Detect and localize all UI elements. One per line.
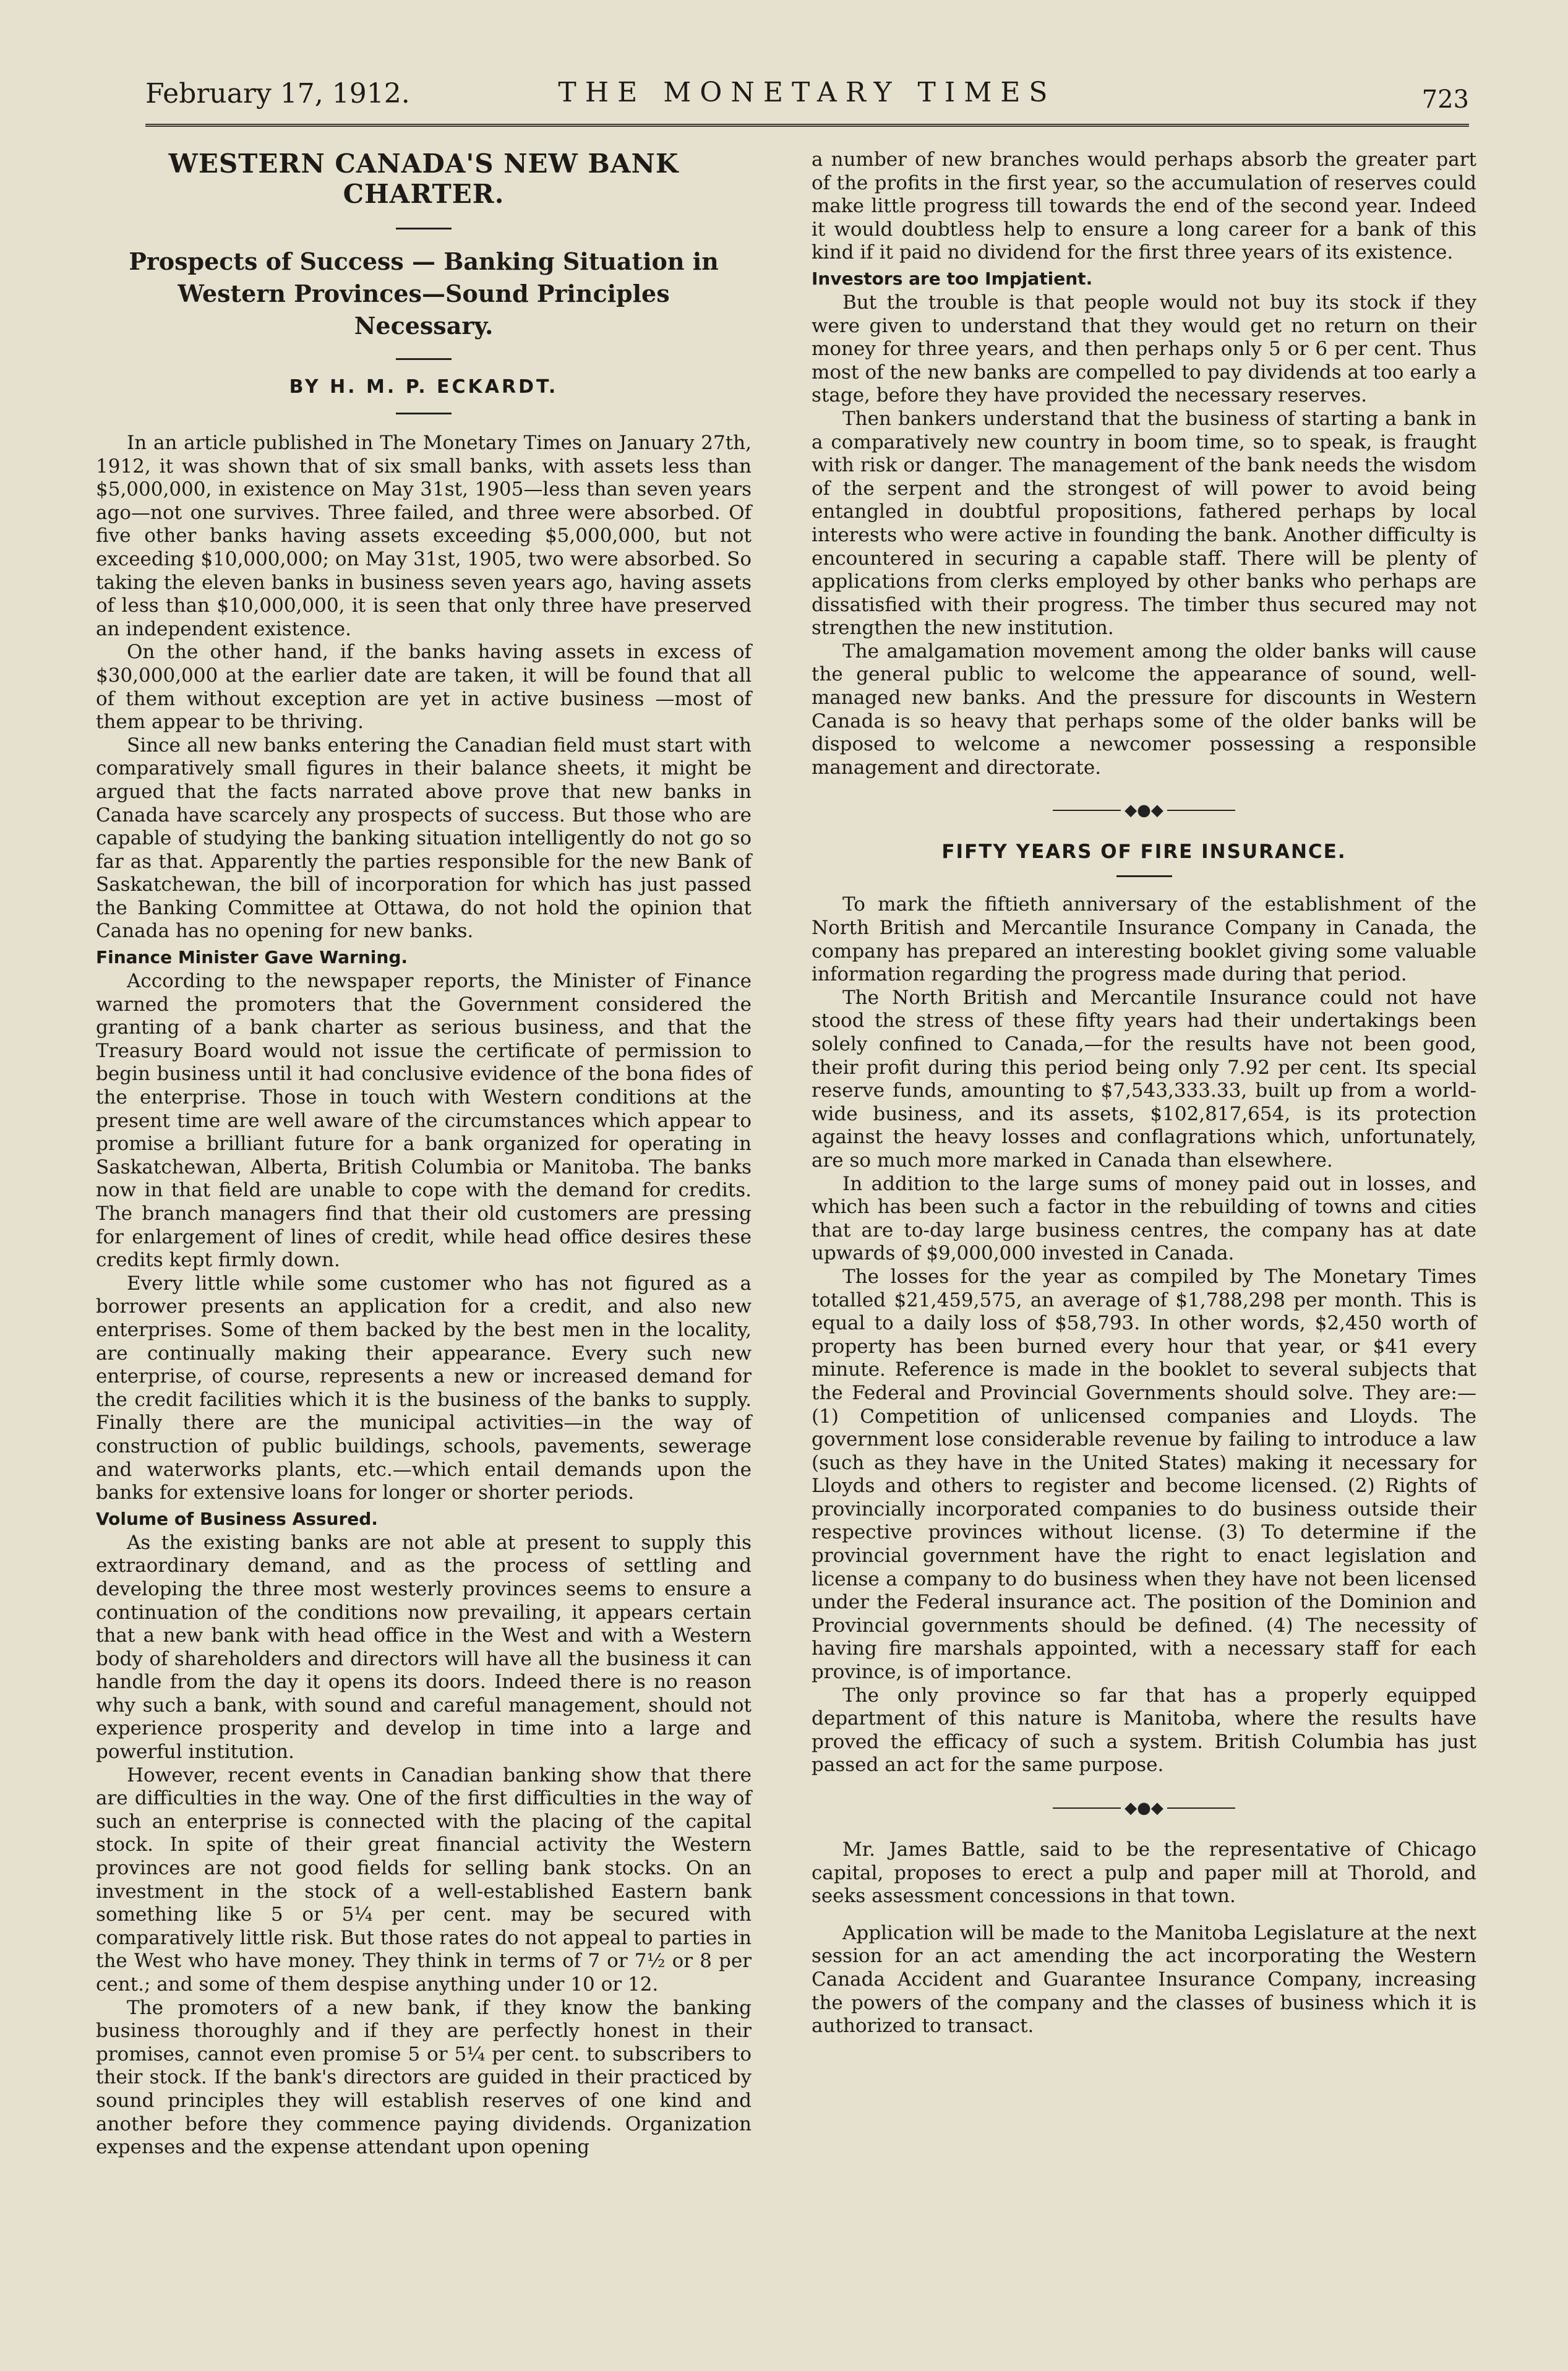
paragraph: The losses for the year as compiled by The Monetary Times totalled $21,459,575, an average of $1,788,298 per month. This is equal to a daily loss of $58,793. In other words, $2,450 worth of property has been burned every hour that year, or $41 every minute. Reference is made in the booklet to several subjects that the Federal and Provincial Governments should solve. They are:—(1) Competition of unlicensed companies and Lloyds. The government lose considerable revenue by failing to introduce a law (such as they have in the United States) making it necessary for Lloyds and others to register and become licensed. (2) Rights of provincially incorporated companies to do business outside their respective provinces without license. (3) To determine if the provincial government have the right to enact legislation and license a company to do business when they have not been licensed under the Federal insurance act. The position of the Dominion and Provincial governments should be defined. (4) The necessity of having fire marshals appointed, with a necessary staff for each province, is of importance. — [812, 1265, 1476, 1684]
masthead: THE MONETARY TIMES — [558, 77, 1056, 108]
right-column — [812, 148, 1476, 2038]
title-rule — [396, 228, 452, 229]
section-ornament: ◆●◆ — [812, 800, 1476, 820]
page-header — [145, 73, 1469, 114]
news-note: Mr. James Battle, said to be the representative of Chicago capital, proposes to erect a pulp and paper mill at Thorold, and seeks assessment concessions in that town. — [812, 1838, 1476, 1908]
paragraph: But the trouble is that people would not buy its stock if they were given to understand that they would get no return on their money for three years, and then perhaps only 5 or 6 per cent. Thus most of the new banks are compelled to pay dividends at too early a stage, before they have provided the necessary reserves. — [812, 291, 1476, 407]
byline-rule — [396, 413, 452, 414]
paragraph: However, recent events in Canadian banking show that there are difficulties in the way. One of the first difficulties in the way of such an enterprise is connected with the placing of the capital stock. In spite of their great financial activity the Western provinces are not good fields for selling bank stocks. On an investment in the stock of a well-established Eastern bank something like 5 or 5¼ per cent. may be secured with comparatively little risk. But those rates do not appeal to parties in the West who have money. They think in terms of 7 or 7½ or 8 per cent.; and some of them despise anything under 10 or 12. — [96, 1764, 752, 1996]
section-heading: Investors are too Impjatient. — [812, 268, 1093, 289]
title-rule — [1116, 875, 1172, 877]
article-title: WESTERN CANADA'S NEW BANK CHARTER. — [168, 148, 679, 209]
left-column — [96, 148, 752, 2159]
paragraph: Since all new banks entering the Canadian field must start with comparatively small figures in their balance sheets, it might be argued that the facts narrated above prove that new banks in Canada have scarcely any prospects of success. But those who are capable of studying the banking situation intelligently do not go so far as that. Apparently the parties responsible for the new Bank of Saskatchewan, the bill of incorporation for which has just passed the Banking Committee at Ottawa, do not hold the opinion that Canada has no opening for new banks. — [96, 734, 752, 943]
article-title: FIFTY YEARS OF FIRE INSURANCE. — [941, 841, 1347, 864]
issue-date: February 17, 1912. — [145, 78, 410, 109]
paragraph: To mark the fiftieth anniversary of the establishment of the North British and Mercantile Insurance Company in Canada, the company has prepared an interesting booklet giving some valuable information regarding the progress made during that period. — [812, 893, 1476, 986]
paragraph: In addition to the large sums of money paid out in losses, and which has been such a factor in the rebuilding of towns and cities that are to-day large business centres, the company has at date upwards of $9,000,000 invested in Canada. — [812, 1172, 1476, 1265]
paragraph: Every little while some customer who has not figured as a borrower presents an application for a credit, and also new enterprises. Some of them backed by the best men in the locality, are continually making their appearance. Every such new enterprise, of course, represents a new or increased demand for the credit facilities which it is the business of the banks to supply. Finally there are the municipal activities—in the way of construction of public buildings, schools, pavements, sewerage and waterworks plants, etc.—which entail demands upon the banks for extensive loans for longer or shorter periods. — [96, 1272, 752, 1504]
news-note: Application will be made to the Manitoba Legislature at the next session for an act amending the act incorporating the Western Canada Accident and Guarantee Insurance Company, increasing the powers of the company and the classes of business which it is authorized to transact. — [812, 1921, 1476, 2038]
header-rule — [145, 124, 1469, 127]
byline: BY H. M. P. ECKARDT. — [289, 376, 559, 398]
section-ornament: ◆●◆ — [812, 1798, 1476, 1817]
paragraph: According to the newspaper reports, the Minister of Finance warned the promoters that the Government considered the granting of a bank charter as serious business, and that the Treasury Board would not issue the certificate of permission to begin business until it had conclusive evidence of the bona fides of the enterprise. Those in touch with Western conditions at the present time are well aware of the circumstances which appear to promise a brilliant future for a bank organized for operating in Saskatchewan, Alberta, British Columbia or Manitoba. The banks now in that field are unable to cope with the demand for credits. The branch managers find that their old customers are pressing for enlargement of lines of credit, while head office desires these credits kept firmly down. — [96, 970, 752, 1272]
paragraph: The promoters of a new bank, if they know the banking business thoroughly and if they are perfectly honest in their promises, cannot even promise 5 or 5¼ per cent. to subscribers to their stock. If the bank's directors are guided in their practiced by sound principles they will establish reserves of one kind and another before they commence paying dividends. Organization expenses and the expense attendant upon opening — [96, 1996, 752, 2159]
paragraph: Then bankers understand that the business of starting a bank in a comparatively new country in boom time, so to speak, is fraught with risk or danger. The management of the bank needs the wisdom of the serpent and the strongest of will power to avoid being entangled in doubtful propositions, fathered perhaps by local interests who were active in founding the bank. Another difficulty is encountered in securing a capable staff. There will be plenty of applications from clerks employed by other banks who perhaps are dissatisfied with their progress. The timber thus secured may not strengthen the new institution. — [812, 407, 1476, 640]
subtitle-rule — [396, 358, 452, 360]
paragraph: The North British and Mercantile Insurance could not have stood the stress of these fifty years had their undertakings been solely confined to Canada,—for the results have not been good, their profit during this period being only 7.92 per cent. Its special reserve funds, amounting to $7,543,333.33, built up from a world-wide business, and its assets, $102,817,654, is its protection against the heavy losses and conflagrations which, unfortunately, are so much more marked in Canada than elsewhere. — [812, 986, 1476, 1172]
section-heading: Finance Minister Gave Warning. — [96, 947, 408, 968]
paragraph: The amalgamation movement among the older banks will cause the general public to welcome the appearance of sound, well-managed new banks. And the pressure for discounts in Western Canada is so heavy that perhaps some of the older banks will be disposed to welcome a newcomer possessing a responsible management and directorate. — [812, 640, 1476, 779]
paragraph: In an article published in The Monetary Times on January 27th, 1912, it was shown that of six small banks, with assets less than $5,000,000, in existence on May 31st, 1905—less than seven years ago—not one survives. Three failed, and three were absorbed. Of five other banks having assets exceeding $5,000,000, but not exceeding $10,000,000; on May 31st, 1905, two were absorbed. So taking the eleven banks in business seven years ago, having assets of less than $10,000,000, it is seen that only three have preserved an independent existence. — [96, 432, 752, 640]
paragraph: a number of new branches would perhaps absorb the greater part of the profits in the first year, so the accumulation of reserves could make little progress till towards the end of the second year. Indeed it would doubtless help to ensure a long career for a bank of this kind if it paid no dividend for the first three years of its existence. — [812, 148, 1476, 264]
page-number: 723 — [1421, 85, 1469, 114]
paragraph: On the other hand, if the banks having assets in excess of $30,000,000 at the earlier date are taken, it will be found that all of them without exception are yet in active business —most of them appear to be thriving. — [96, 641, 752, 734]
paragraph: As the existing banks are not able at present to supply this extraordinary demand, and as the process of settling and developing the three most westerly provinces seems to ensure a continuation of the conditions now prevailing, it appears certain that a new bank with head office in the West and with a Western body of shareholders and directors will have all the business it can handle from the day it opens its doors. Indeed there is no reason why such a bank, with sound and careful management, should not experience prosperity and develop in time into a large and powerful institution. — [96, 1531, 752, 1764]
article-subtitle: Prospects of Success — Banking Situation in Western Provinces—Sound Principles Necessary. — [129, 247, 719, 340]
section-heading: Volume of Business Assured. — [96, 1508, 378, 1529]
paragraph: The only province so far that has a properly equipped department of this nature is Manitoba, where the results have proved the efficacy of such a system. British Columbia has just passed an act for the same purpose. — [812, 1684, 1476, 1777]
